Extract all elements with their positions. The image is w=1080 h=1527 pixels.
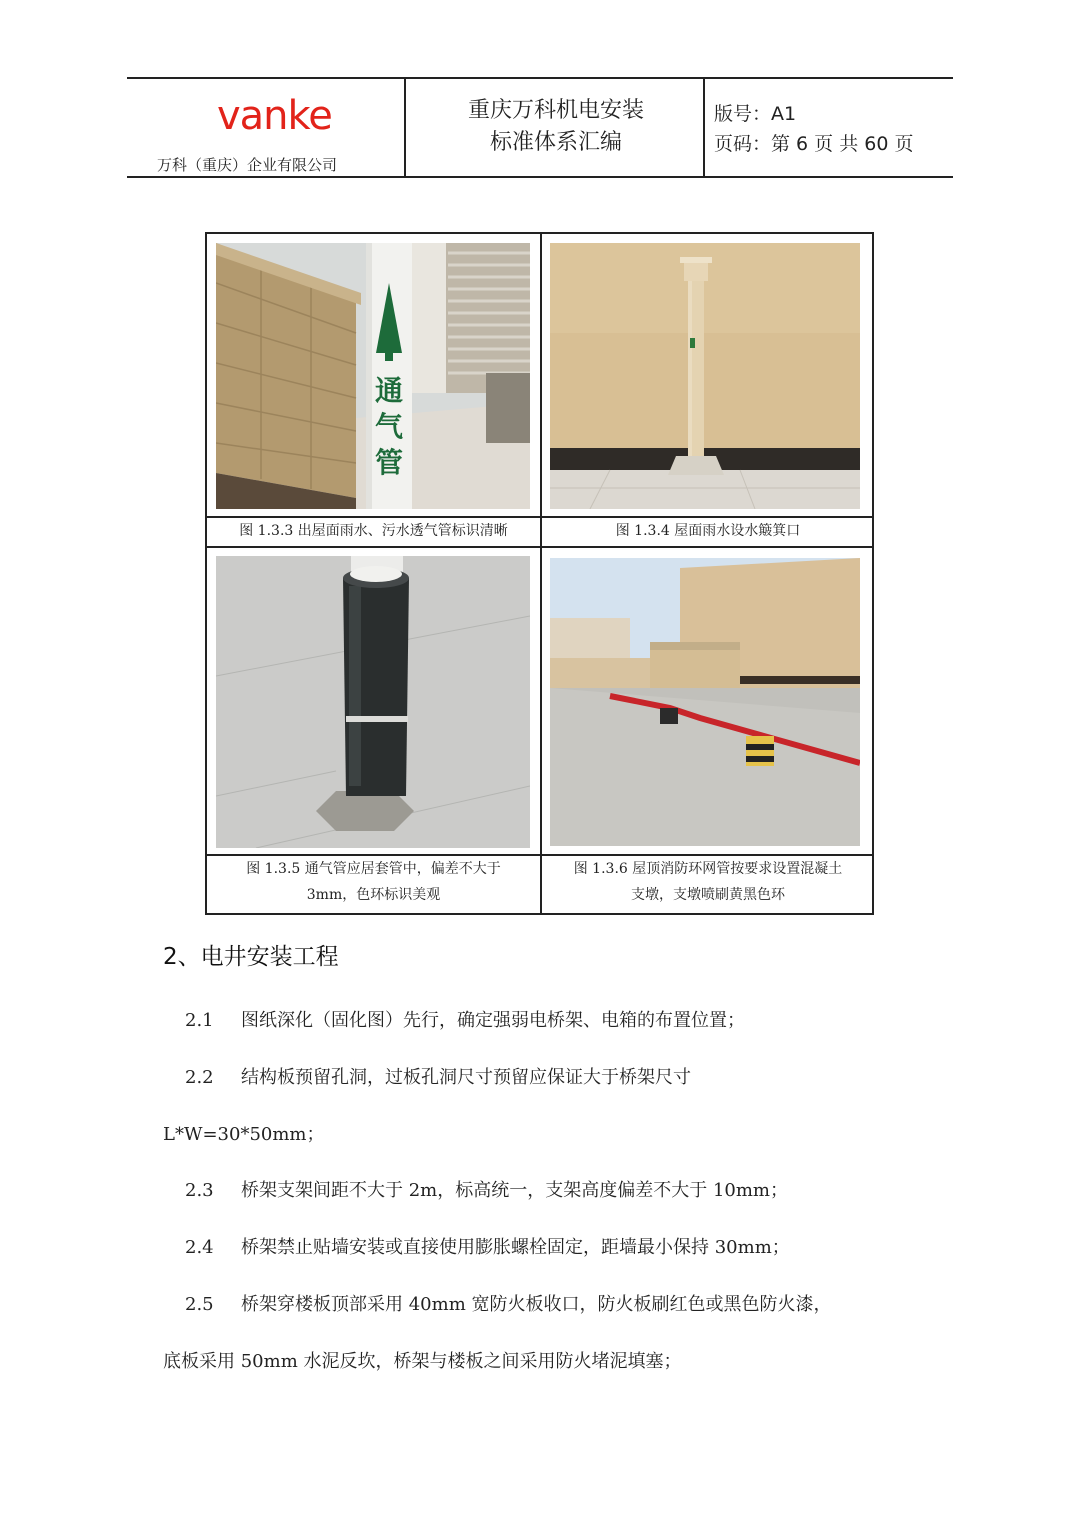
item-number: 2.2 [185,1067,214,1088]
photo-roof-fire-pipe [550,558,860,846]
item-continuation: L*W=30*50mm； [163,1124,325,1145]
list-item [185,1233,790,1259]
item-number: 2.3 [185,1180,214,1201]
item-text: 结构板预留孔洞，过板孔洞尺寸预留应保证大于桥架尺寸 [241,1067,691,1088]
figure-table [205,232,874,915]
list-item [185,1006,745,1032]
vanke-logo: vanke [217,93,332,139]
caption-line-2: 3mm，色环标识美观 [306,887,441,903]
table-divider [207,546,872,548]
item-text: 桥架禁止贴墙安装或直接使用膨胀螺栓固定，距墙最小保持 30mm； [241,1237,790,1258]
list-item [185,1290,831,1316]
caption-line-2: 支墩，支墩喷刷黄黑色环 [631,887,785,903]
item-text: 桥架支架间距不大于 2m，标高统一，支架高度偏差不大于 10mm； [241,1180,789,1201]
page-number: 页码：第 6 页 共 60 页 [714,133,914,155]
company-name: 万科（重庆）企业有限公司 [157,156,338,174]
figure-caption [207,856,540,908]
list-item [185,1063,691,1089]
title-line-2: 标准体系汇编 [489,130,622,155]
roof-fire-pipe-photo [550,558,860,846]
document-meta [714,99,913,159]
header-divider [404,77,406,178]
figure-caption: 图 1.3.4 屋面雨水设水簸箕口 [615,523,801,539]
section-heading: 2、电井安装工程 [163,944,339,970]
pipe-sleeve-photo [216,556,530,848]
item-number: 2.5 [185,1294,214,1315]
document-title [408,95,704,159]
header-top-rule [127,77,953,79]
photo-vent-pipe-label [216,243,530,509]
item-text: 图纸深化（固化图）先行，确定强弱电桥架、电箱的布置位置； [241,1010,745,1031]
item-number: 2.1 [185,1010,214,1031]
document-header [127,77,953,178]
caption-line-1: 图 1.3.5 通气管应居套管中，偏差不大于 [246,861,501,877]
item-number: 2.4 [185,1237,214,1258]
figure-caption: 图 1.3.3 出屋面雨水、污水透气管标识清晰 [239,523,508,539]
item-text: 桥架穿楼板顶部采用 40mm 宽防火板收口，防火板刷红色或黑色防火漆， [241,1294,832,1315]
list-item [185,1176,788,1202]
figure-caption [542,856,874,908]
photo-rain-downpipe [550,243,860,509]
caption-line-1: 图 1.3.6 屋顶消防环网管按要求设置混凝土 [573,861,843,877]
version-label: 版号：A1 [714,103,797,125]
rain-downpipe-photo [550,243,860,509]
table-divider [540,234,542,913]
title-line-1: 重庆万科机电安装 [467,98,644,123]
pipe-label-text: 通气管 [374,374,403,479]
item-continuation: 底板采用 50mm 水泥反坎，桥架与楼板之间采用防火堵泥填塞； [163,1351,682,1372]
header-bottom-rule [127,176,953,178]
photo-pipe-sleeve [216,556,530,848]
